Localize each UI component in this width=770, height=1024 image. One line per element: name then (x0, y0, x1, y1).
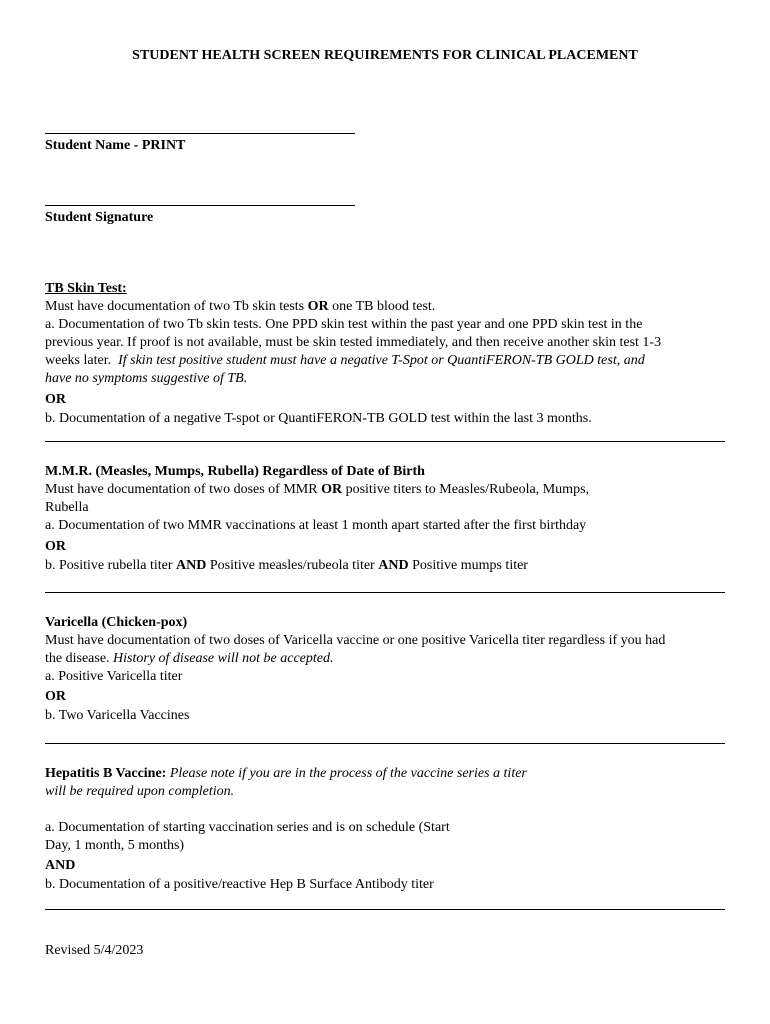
hepb-note-line2: will be required upon completion. (45, 784, 235, 799)
mmr-option-b: b. Positive rubella titer AND Positive measles/rubeola titer AND Positive mumps titer (45, 558, 528, 573)
tb-heading: TB Skin Test: (45, 281, 127, 296)
mmr-section (45, 463, 725, 575)
varicella-heading: Varicella (Chicken-pox) (45, 615, 188, 630)
tb-section (45, 280, 725, 428)
tb-option-a-line3: weeks later. If skin test positive student must have a negative T-Spot or QuantiFERON-TB GOLD test, and (45, 353, 645, 368)
student-signature-line (45, 205, 355, 206)
hepb-and: AND (45, 858, 76, 873)
revised-date: Revised 5/4/2023 (45, 943, 144, 958)
page-title: STUDENT HEALTH SCREEN REQUIREMENTS FOR CLINICAL PLACEMENT (132, 48, 638, 63)
hepb-option-b: b. Documentation of a positive/reactive Hep B Surface Antibody titer (45, 877, 434, 892)
hepb-heading: Hepatitis B Vaccine: (45, 766, 167, 781)
hepb-option-a-line2: Day, 1 month, 5 months) (45, 838, 185, 853)
mmr-option-a: a. Documentation of two MMR vaccinations at least 1 month apart started after the first birthday (45, 518, 587, 533)
varicella-or: OR (45, 689, 66, 704)
tb-intro: Must have documentation of two Tb skin tests OR one TB blood test. (45, 299, 436, 314)
student-signature-label: Student Signature (45, 210, 154, 225)
varicella-intro-line1: Must have documentation of two doses of Varicella vaccine or one positive Varicella titer regardless if you had (45, 633, 666, 648)
divider (45, 909, 725, 910)
divider (45, 592, 725, 593)
hepb-option-a-line1: a. Documentation of starting vaccination series and is on schedule (Start (45, 820, 450, 835)
varicella-section (45, 614, 725, 725)
varicella-option-a: a. Positive Varicella titer (45, 669, 183, 684)
tb-or: OR (45, 392, 66, 407)
tb-option-a-line1: a. Documentation of two Tb skin tests. One PPD skin test within the past year and one PPD skin test in the (45, 317, 643, 332)
varicella-option-b: b. Two Varicella Vaccines (45, 708, 190, 723)
tb-option-a-line2: previous year. If proof is not available, must be skin tested immediately, and then receive another skin test 1-3 (45, 335, 662, 350)
divider (45, 743, 725, 744)
mmr-intro: Must have documentation of two doses of MMR OR positive titers to Measles/Rubeola, Mumps, (45, 482, 590, 497)
hepb-section (45, 765, 725, 894)
hepb-heading-line: Hepatitis B Vaccine: Please note if you are in the process of the vaccine series a titer (45, 766, 527, 781)
tb-option-a-line4: have no symptoms suggestive of TB. (45, 371, 248, 386)
tb-option-b: b. Documentation of a negative T-spot or QuantiFERON-TB GOLD test within the last 3 months. (45, 411, 592, 426)
mmr-heading: M.M.R. (Measles, Mumps, Rubella) Regardless of Date of Birth (45, 464, 425, 479)
divider (45, 441, 725, 442)
varicella-intro-line2: the disease. History of disease will not be accepted. (45, 651, 334, 666)
student-name-label: Student Name - PRINT (45, 138, 186, 153)
mmr-or: OR (45, 539, 66, 554)
mmr-intro-line2: Rubella (45, 500, 89, 515)
student-name-line (45, 133, 355, 134)
